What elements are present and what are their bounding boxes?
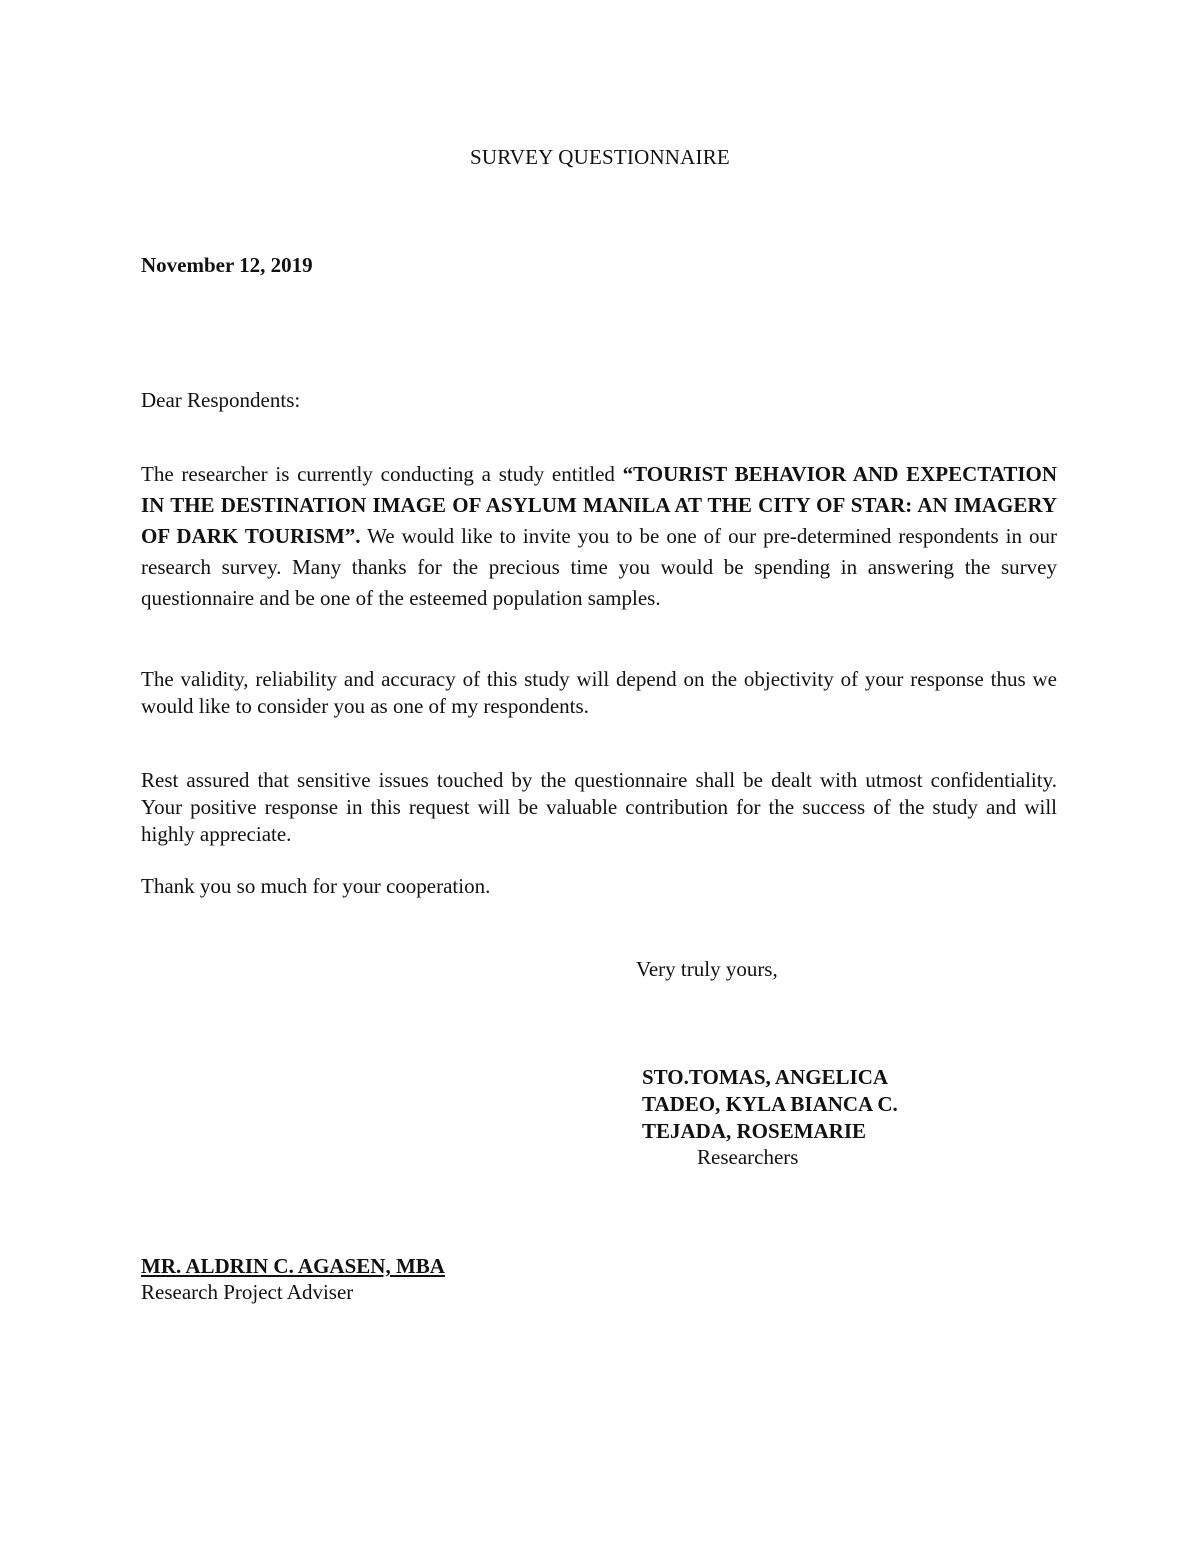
study-title: “TOURIST BEHAVIOR AND EXPECTATION IN THE DESTINATION IMAGE OF ASYLUM MANILA AT THE CITY OF STAR: AN IMAGERY OF DARK TOURISM”. bbox=[141, 462, 1057, 548]
intro-lead-text: The researcher is currently conducting a study entitled bbox=[141, 462, 623, 486]
closing-phrase: Very truly yours, bbox=[636, 957, 778, 981]
document-title: SURVEY QUESTIONNAIRE bbox=[470, 145, 730, 169]
paragraph-validity: The validity, reliability and accuracy of this study will depend on the objectivity of your response thus we would like to consider you as one of my respondents. bbox=[141, 667, 1057, 718]
intro-rest-text: We would like to invite you to be one of our pre-determined respondents in our research survey. Many thanks for the precious time you would be spending in answering the survey questionnaire and be one of the esteemed population samples. bbox=[141, 524, 1057, 610]
adviser-role: Research Project Adviser bbox=[141, 1280, 354, 1304]
researcher-name: TADEO, KYLA BIANCA C. bbox=[642, 1092, 898, 1116]
researcher-name: STO.TOMAS, ANGELICA bbox=[642, 1065, 889, 1089]
adviser-name: MR. ALDRIN C. AGASEN, MBA bbox=[141, 1254, 445, 1278]
paragraph-confidentiality: Rest assured that sensitive issues touched by the questionnaire shall be dealt with utmost confidentiality. Your positive response in this request will be valuable contribution for the success of the study and will highly appreciate. bbox=[141, 768, 1057, 846]
researcher-name: TEJADA, ROSEMARIE bbox=[642, 1119, 867, 1143]
researchers-role: Researchers bbox=[697, 1145, 799, 1169]
researchers-list bbox=[642, 1064, 898, 1145]
paragraph-introduction bbox=[141, 459, 1057, 614]
salutation: Dear Respondents: bbox=[141, 388, 301, 412]
letter-date: November 12, 2019 bbox=[141, 253, 313, 277]
paragraph-thanks: Thank you so much for your cooperation. bbox=[141, 874, 491, 898]
